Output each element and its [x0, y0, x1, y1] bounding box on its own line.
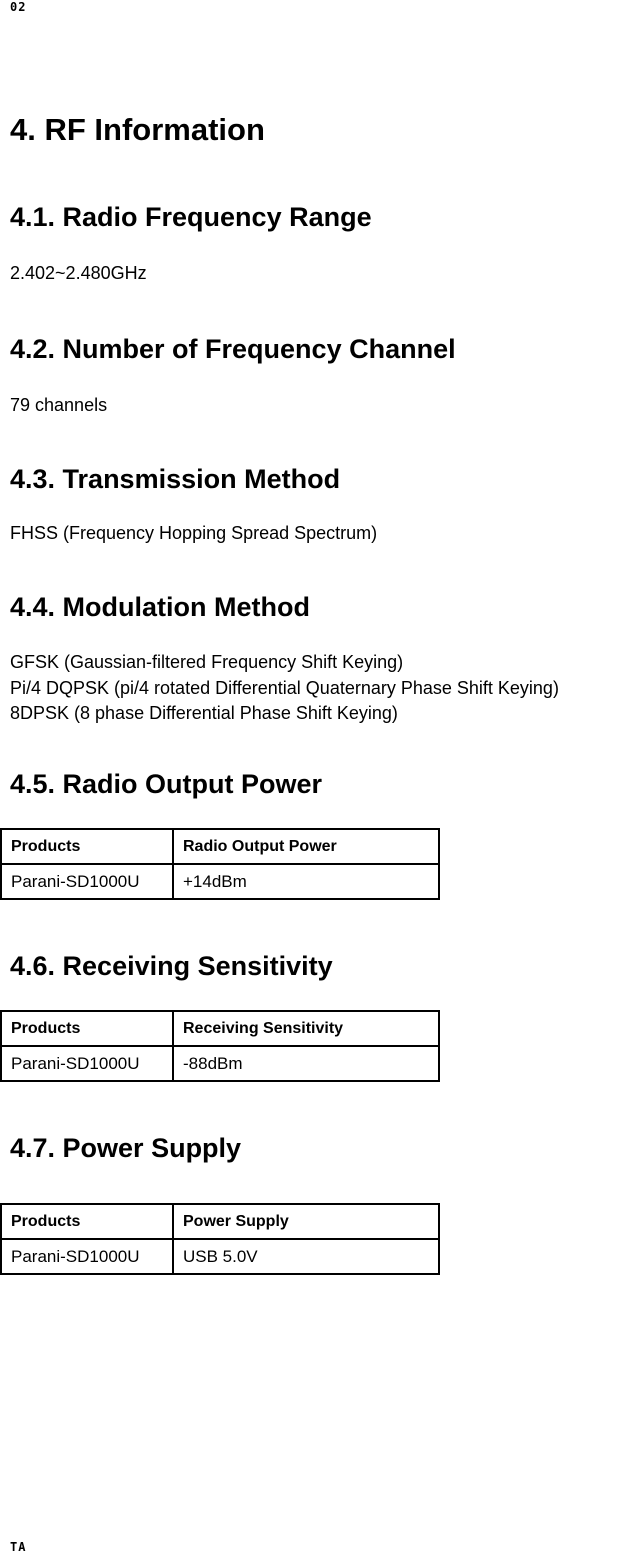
power-supply-table	[0, 1203, 440, 1275]
table-header-row	[1, 1204, 439, 1239]
table-cell: Parani-SD1000U	[1, 1239, 173, 1274]
radio-output-power-table	[0, 828, 440, 900]
table-header-cell: Products	[1, 1011, 173, 1046]
table-cell: -88dBm	[173, 1046, 439, 1081]
table-header-row	[1, 1011, 439, 1046]
table-header-row	[1, 829, 439, 864]
table-header-cell: Products	[1, 829, 173, 864]
receiving-sensitivity-table	[0, 1010, 440, 1082]
table-cell: USB 5.0V	[173, 1239, 439, 1274]
frequency-range-value: 2.402~2.480GHz	[10, 263, 147, 283]
section-heading-transmission-method: 4.3. Transmission Method	[10, 464, 341, 494]
section-heading-radio-frequency-range: 4.1. Radio Frequency Range	[10, 202, 372, 232]
modulation-line-8dpsk: 8DPSK (8 phase Differential Phase Shift Keying)	[10, 703, 398, 723]
table-row	[1, 1046, 439, 1081]
section-heading-power-supply: 4.7. Power Supply	[10, 1133, 242, 1163]
section-heading-modulation-method: 4.4. Modulation Method	[10, 592, 310, 622]
table-header-cell: Power Supply	[173, 1204, 439, 1239]
chapter-title: 4. RF Information	[10, 112, 265, 147]
table-header-cell: Radio Output Power	[173, 829, 439, 864]
section-heading-radio-output-power: 4.5. Radio Output Power	[10, 769, 323, 799]
channel-count-value: 79 channels	[10, 395, 108, 415]
table-cell: +14dBm	[173, 864, 439, 899]
page-corner-label-top: 02	[10, 0, 27, 14]
modulation-line-dqpsk: Pi/4 DQPSK (pi/4 rotated Differential Quaternary Phase Shift Keying)	[10, 678, 559, 698]
section-heading-receiving-sensitivity: 4.6. Receiving Sensitivity	[10, 951, 333, 981]
table-cell: Parani-SD1000U	[1, 1046, 173, 1081]
table-header-cell: Receiving Sensitivity	[173, 1011, 439, 1046]
table-header-cell: Products	[1, 1204, 173, 1239]
table-cell: Parani-SD1000U	[1, 864, 173, 899]
page-corner-label-bottom: TA	[10, 1540, 27, 1554]
table-row	[1, 1239, 439, 1274]
transmission-method-value: FHSS (Frequency Hopping Spread Spectrum)	[10, 523, 378, 543]
section-heading-frequency-channel: 4.2. Number of Frequency Channel	[10, 334, 456, 364]
modulation-line-gfsk: GFSK (Gaussian-filtered Frequency Shift Keying)	[10, 652, 404, 672]
table-row	[1, 864, 439, 899]
